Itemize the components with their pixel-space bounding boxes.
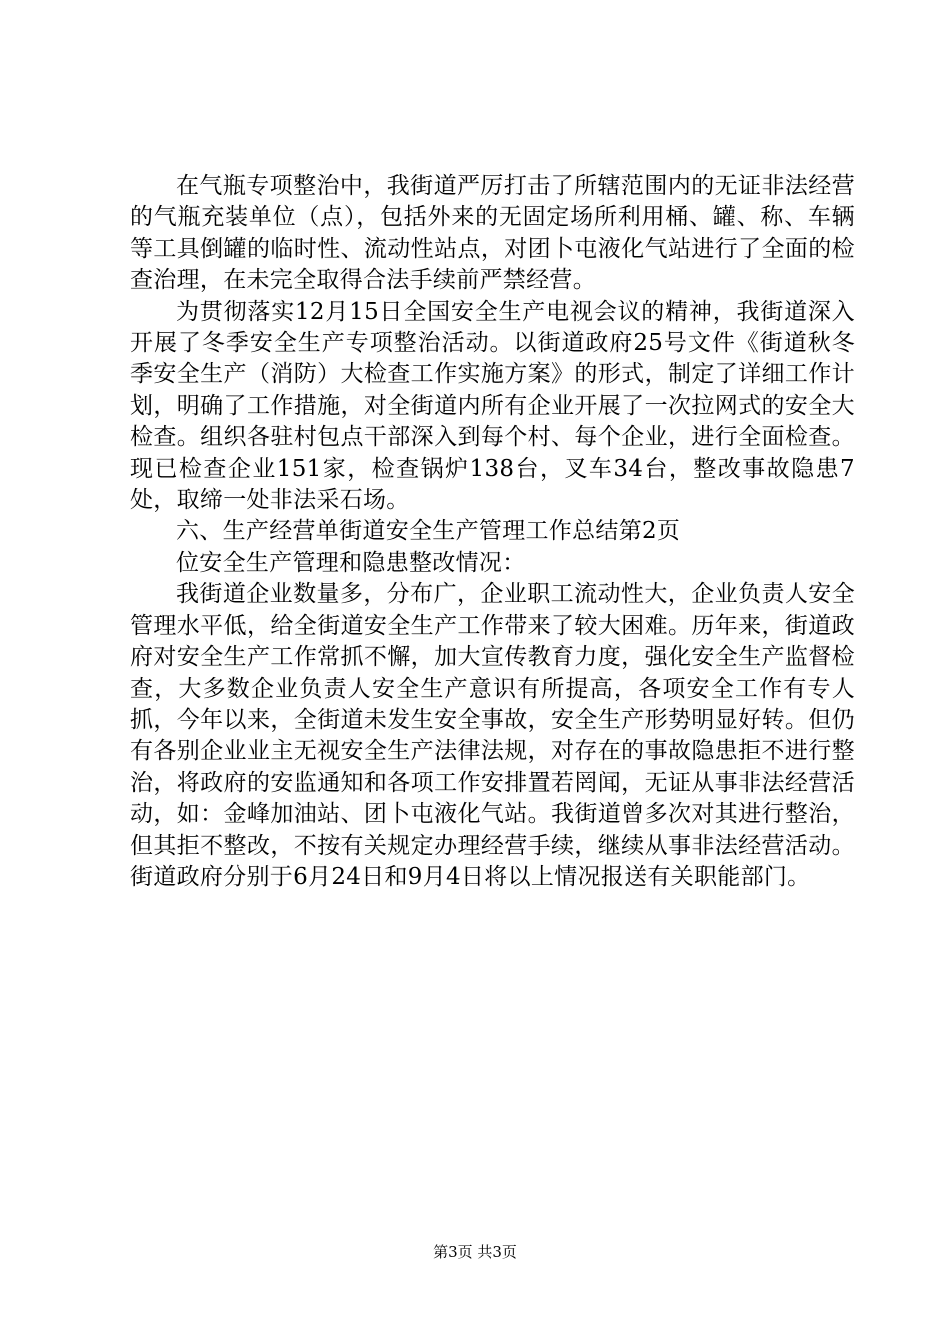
document-body (130, 171, 855, 893)
paragraph-enterprise-safety-status: 我街道企业数量多，分布广，企业职工流动性大，企业负责人安全管理水平低，给全街道安全生产工作带来了较大困难。历年来，街道政府对安全生产工作常抓不懈，加大宣传教育力度，强化安全生产监督检查，大多数企业负责人安全生产意识有所提高，各项安全工作有专人抓，今年以来，全街道未发生安全事故，安全生产形势明显好转。但仍有各别企业业主无视安全生产法律法规，对存在的事故隐患拒不进行整治，将政府的安监通知和各项工作安排置若罔闻，无证从事非法经营活动，如：金峰加油站、团卜屯液化气站。我街道曾多次对其进行整治，但其拒不整改，不按有关规定办理经营手续，继续从事非法经营活动。街道政府分别于6月24日和9月4日将以上情况报送有关职能部门。 (130, 581, 855, 890)
page-footer: 第3页 共3页 (433, 1243, 517, 1261)
paragraph-gas-cylinder-rectification: 在气瓶专项整治中，我街道严厉打击了所辖范围内的无证非法经营的气瓶充装单位（点），包括外来的无固定场所利用桶、罐、称、车辆等工具倒罐的临时性、流动性站点，对团卜屯液化气站进行了全面的检查治理，在未完全取得合法手续前严禁经营。 (130, 173, 855, 294)
section-heading-six: 六、生产经营单街道安全生产管理工作总结第2页 (176, 518, 681, 545)
section-heading-six-continued: 位安全生产管理和隐患整改情况： (176, 549, 526, 576)
paragraph-winter-safety-inspection: 为贯彻落实12月15日全国安全生产电视会议的精神，我街道深入开展了冬季安全生产专项整治活动。以街道政府25号文件《街道秋冬季安全生产（消防）大检查工作实施方案》的形式，制定了详细工作计划，明确了工作措施，对全街道内所有企业开展了一次拉网式的安全大检查。组织各驻村包点干部深入到每个村、每个企业，进行全面检查。现已检查企业151家，检查锅炉138台，叉车34台，整改事故隐患7处，取缔一处非法采石场。 (130, 298, 855, 514)
